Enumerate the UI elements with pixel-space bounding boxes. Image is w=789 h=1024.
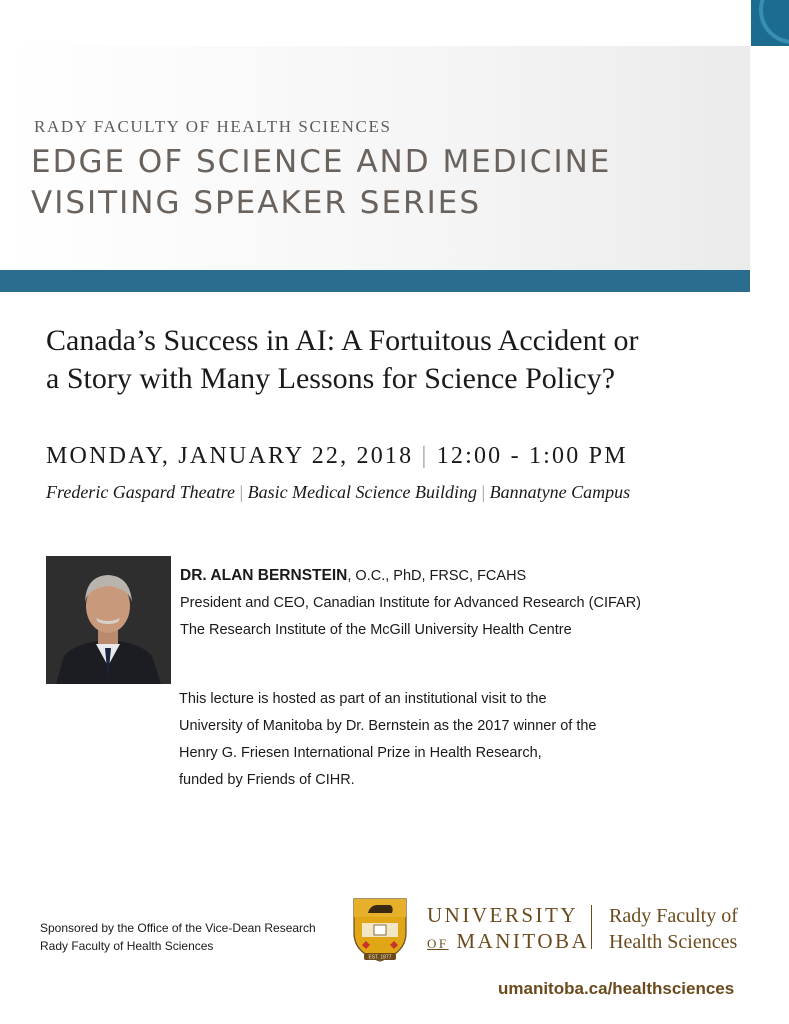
website-link[interactable]: umanitoba.ca/healthsciences <box>498 979 735 998</box>
logo-divider <box>591 905 592 949</box>
rady-faculty-wordmark <box>609 903 738 955</box>
event-venue: Frederic Gaspard Theatre <box>46 482 235 502</box>
sponsor-line: Rady Faculty of Health Sciences <box>40 939 214 953</box>
description-line: This lecture is hosted as part of an institutional visit to the <box>179 691 547 707</box>
description-line: Henry G. Friesen International Prize in Health Research, <box>179 745 542 761</box>
lecture-title <box>46 322 766 398</box>
event-building: Basic Medical Science Building <box>247 482 478 502</box>
blue-divider-bar <box>0 270 750 292</box>
university-wordmark-of: OF <box>427 936 449 951</box>
speaker-info <box>180 562 641 644</box>
faculty-kicker: RADY FACULTY OF HEALTH SCIENCES <box>34 117 392 136</box>
series-title-line1: EDGE OF SCIENCE AND MEDICINE <box>31 144 612 180</box>
lecture-title-line1: Canada’s Success in AI: A Fortuitous Accident or <box>46 324 639 357</box>
crest-year: EST. 1877 <box>368 954 392 961</box>
university-wordmark-line2 <box>427 928 589 957</box>
event-time: 12:00 - 1:00 PM <box>436 443 628 469</box>
description-line: University of Manitoba by Dr. Bernstein as the 2017 winner of the <box>179 718 597 734</box>
rady-wordmark-line2: Health Sciences <box>609 931 738 953</box>
sponsor-line: Sponsored by the Office of the Vice-Dean Research <box>40 921 316 935</box>
lecture-title-line2: a Story with Many Lessons for Science Policy? <box>46 362 616 395</box>
corner-accent <box>751 0 789 46</box>
event-datetime <box>46 443 628 470</box>
sponsor-credit <box>40 919 316 955</box>
speaker-role-mcgill: The Research Institute of the McGill University Health Centre <box>180 622 572 638</box>
series-title-line2: VISITING SPEAKER SERIES <box>31 185 481 221</box>
separator: | <box>239 482 244 502</box>
series-title <box>31 142 611 224</box>
university-wordmark[interactable] <box>427 902 589 957</box>
university-crest-icon <box>352 897 408 963</box>
speaker-name: DR. ALAN BERNSTEIN <box>180 567 348 584</box>
speaker-heading <box>180 562 641 590</box>
lecture-description <box>179 686 597 794</box>
rady-wordmark-line1: Rady Faculty of <box>609 905 738 927</box>
speaker-photo <box>46 556 171 684</box>
event-campus: Bannatyne Campus <box>489 482 631 502</box>
speaker-portrait-icon <box>46 556 171 684</box>
description-line: funded by Friends of CIHR. <box>179 772 355 788</box>
separator: | <box>421 443 429 469</box>
speaker-role-cifar: President and CEO, Canadian Institute for Advanced Research (CIFAR) <box>180 595 642 611</box>
university-wordmark-manitoba: MANITOBA <box>456 929 590 953</box>
speaker-credentials: , O.C., PhD, FRSC, FCAHS <box>347 568 527 584</box>
event-date: MONDAY, JANUARY 22, 2018 <box>46 443 414 469</box>
separator: | <box>481 482 486 502</box>
university-wordmark-line1: UNIVERSITY <box>427 903 578 927</box>
event-location <box>46 482 630 503</box>
